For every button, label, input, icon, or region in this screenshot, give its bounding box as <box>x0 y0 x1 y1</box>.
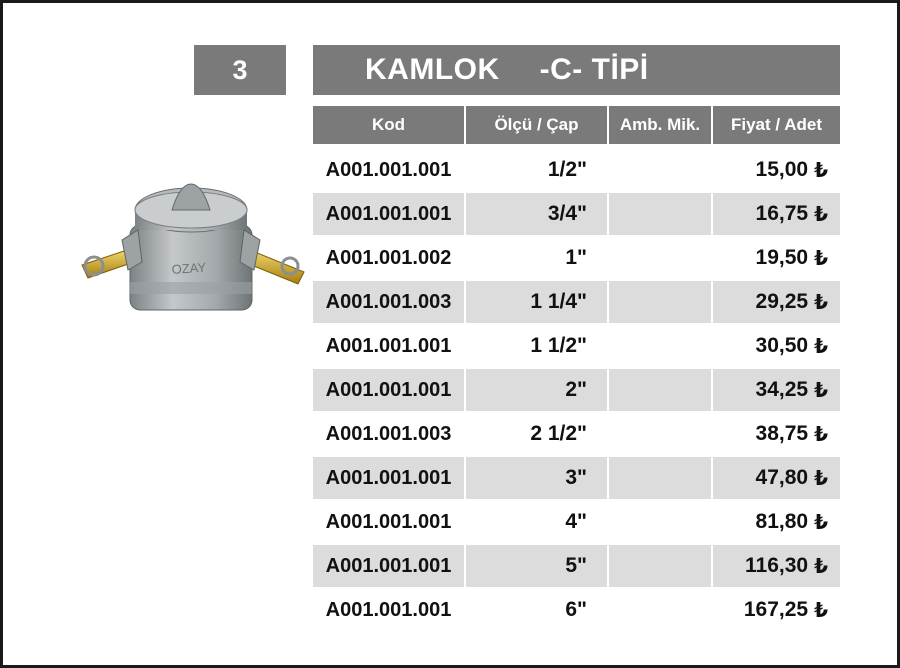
cell-fiyat <box>713 281 840 323</box>
price-value: 19,50 <box>755 246 809 269</box>
cell-fiyat <box>713 545 840 587</box>
currency-symbol: ₺ <box>814 335 828 358</box>
cell-amb <box>609 413 711 455</box>
table-row <box>313 501 840 543</box>
cell-olcu: 5" <box>466 545 607 587</box>
cell-olcu: 2 1/2" <box>466 413 607 455</box>
camlock-cap-image <box>72 170 312 320</box>
cell-amb <box>609 193 711 235</box>
page-border-top <box>0 0 900 3</box>
price-value: 30,50 <box>755 334 809 357</box>
svg-text:OZAY: OZAY <box>171 259 207 277</box>
table-row <box>313 545 840 587</box>
table-row <box>313 369 840 411</box>
cell-fiyat <box>713 413 840 455</box>
cell-fiyat <box>713 149 840 191</box>
cell-kod: A001.001.001 <box>313 369 464 411</box>
price-value: 167,25 <box>743 598 809 621</box>
cell-kod: A001.001.001 <box>313 545 464 587</box>
page-number: 3 <box>194 45 286 95</box>
cell-olcu: 6" <box>466 589 607 631</box>
header-amb: Amb. Mik. <box>609 106 711 144</box>
cell-fiyat <box>713 589 840 631</box>
price-value: 116,30 <box>745 554 809 577</box>
cell-amb <box>609 237 711 279</box>
cell-olcu: 1 1/2" <box>466 325 607 367</box>
currency-symbol: ₺ <box>814 203 828 226</box>
title-part2: -C- TİPİ <box>539 53 649 86</box>
cell-olcu: 3/4" <box>466 193 607 235</box>
cell-olcu: 1" <box>466 237 607 279</box>
table-row <box>313 589 840 631</box>
cell-amb <box>609 325 711 367</box>
cell-fiyat <box>713 193 840 235</box>
header-kod: Kod <box>313 106 464 144</box>
cell-amb <box>609 457 711 499</box>
cell-fiyat <box>713 237 840 279</box>
table-row <box>313 237 840 279</box>
cell-amb <box>609 149 711 191</box>
cell-fiyat <box>713 369 840 411</box>
cell-kod: A001.001.001 <box>313 457 464 499</box>
cell-fiyat <box>713 501 840 543</box>
cell-olcu: 1 1/4" <box>466 281 607 323</box>
price-value: 29,25 <box>755 290 809 313</box>
currency-symbol: ₺ <box>814 511 828 534</box>
table-row <box>313 193 840 235</box>
table-header <box>313 106 840 144</box>
cell-fiyat <box>713 325 840 367</box>
cell-olcu: 2" <box>466 369 607 411</box>
cell-kod: A001.001.001 <box>313 501 464 543</box>
price-value: 38,75 <box>755 422 809 445</box>
cell-kod: A001.001.003 <box>313 413 464 455</box>
cell-olcu: 3" <box>466 457 607 499</box>
price-table <box>313 106 840 633</box>
price-value: 16,75 <box>755 202 809 225</box>
cell-amb <box>609 501 711 543</box>
cell-fiyat <box>713 457 840 499</box>
title-part1: KAMLOK <box>365 53 500 86</box>
cell-amb <box>609 281 711 323</box>
currency-symbol: ₺ <box>814 555 828 578</box>
price-value: 15,00 <box>755 158 809 181</box>
cell-olcu: 1/2" <box>466 149 607 191</box>
currency-symbol: ₺ <box>814 247 828 270</box>
currency-symbol: ₺ <box>814 379 828 402</box>
currency-symbol: ₺ <box>814 599 828 622</box>
cell-amb <box>609 545 711 587</box>
cell-kod: A001.001.001 <box>313 149 464 191</box>
price-value: 34,25 <box>755 378 809 401</box>
cell-kod: A001.001.001 <box>313 325 464 367</box>
price-value: 81,80 <box>755 510 809 533</box>
cell-kod: A001.001.001 <box>313 589 464 631</box>
table-row <box>313 281 840 323</box>
table-row <box>313 457 840 499</box>
cell-olcu: 4" <box>466 501 607 543</box>
price-value: 47,80 <box>755 466 809 489</box>
currency-symbol: ₺ <box>814 467 828 490</box>
header-fiyat: Fiyat / Adet <box>713 106 840 144</box>
currency-symbol: ₺ <box>814 423 828 446</box>
page-border-left <box>0 0 3 668</box>
cell-amb <box>609 589 711 631</box>
cell-kod: A001.001.003 <box>313 281 464 323</box>
table-row <box>313 413 840 455</box>
cell-kod: A001.001.002 <box>313 237 464 279</box>
table-body <box>313 149 840 631</box>
currency-symbol: ₺ <box>814 159 828 182</box>
cell-amb <box>609 369 711 411</box>
currency-symbol: ₺ <box>814 291 828 314</box>
table-row <box>313 325 840 367</box>
cell-kod: A001.001.001 <box>313 193 464 235</box>
table-row <box>313 149 840 191</box>
header-olcu: Ölçü / Çap <box>466 106 607 144</box>
product-title <box>313 45 840 95</box>
